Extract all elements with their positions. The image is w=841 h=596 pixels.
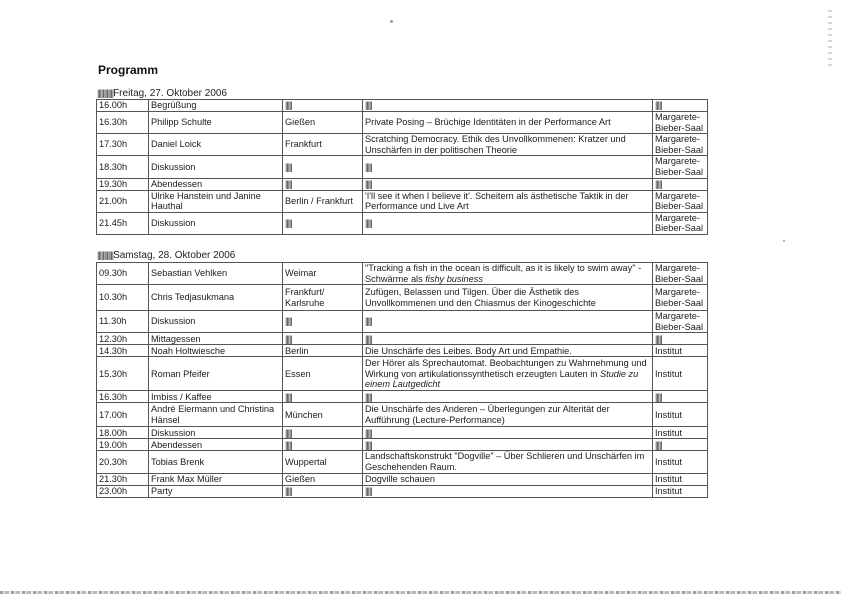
time-cell [97,212,149,234]
city-text: München [285,409,323,420]
time-text: 19.30h [99,178,128,189]
time-text: 20.30h [99,456,128,467]
speaker-cell [149,427,283,439]
speaker-cell [149,473,283,485]
city-text: Weimar [285,268,317,279]
city-cell [283,391,363,403]
talk-cell [363,427,653,439]
room-text: ||||| [655,439,662,450]
schedule-row [97,212,708,234]
schedule-row [97,345,708,357]
talk-cell [363,212,653,234]
room-cell [653,391,708,403]
talk-text: Die Unschärfe des Leibes. Body Art und Empathie. [365,345,572,356]
speaker-cell [149,485,283,497]
time-cell [97,190,149,212]
room-text: Margarete-Bieber-Saal [655,287,704,308]
time-text: 16.00h [99,100,128,111]
talk-text: ||||| [365,427,372,438]
schedule-row [97,473,708,485]
talk-cell [363,333,653,345]
page-title: Programm [98,63,159,77]
room-cell [653,134,708,156]
talk-cell [363,391,653,403]
time-cell [97,333,149,345]
speaker-text: Ulrike Hanstein und Janine Hauthal [151,190,261,212]
city-cell [283,112,363,134]
time-cell [97,285,149,311]
city-cell [283,178,363,190]
talk-cell [363,156,653,178]
city-text: Essen [285,368,311,379]
room-text: Institut [655,456,683,467]
time-cell [97,473,149,485]
room-cell [653,439,708,451]
city-cell [283,473,363,485]
schedule-row [97,156,708,178]
time-cell [97,156,149,178]
talk-text: Zufügen, Belassen und Tilgen. Über die Ästhetik des Unvollkommenen und den Chiasmus der Kinogeschichte [365,287,596,308]
speaker-cell [149,263,283,285]
schedule-row [97,112,708,134]
room-text: Margarete-Bieber-Saal [655,112,704,133]
speaker-cell [149,212,283,234]
city-text: ||||| [285,218,292,229]
room-cell [653,156,708,178]
room-text: Margarete-Bieber-Saal [655,134,704,155]
room-cell [653,112,708,134]
talk-cell [363,357,653,391]
speaker-text: Frank Max Müller [151,473,222,484]
speaker-cell [149,156,283,178]
time-text: 16.30h [99,391,128,402]
room-cell [653,345,708,357]
talk-cell [363,190,653,212]
schedule-row [97,285,708,311]
time-text: 21.00h [99,195,128,206]
talk-italic-text: fishy business [425,273,483,284]
city-text: Gießen [285,117,316,128]
time-cell [97,263,149,285]
room-cell [653,403,708,427]
city-cell [283,100,363,112]
room-text: ||||| [655,391,662,402]
time-cell [97,451,149,473]
room-text: Institut [655,345,683,356]
city-text: ||||| [285,178,292,189]
room-text: ||||| [655,333,662,344]
speaker-cell [149,333,283,345]
city-cell [283,263,363,285]
schedule-row [97,190,708,212]
talk-text: 'I'll see it when I believe it'. Scheitern als ästhetische Taktik in der Performance und Live Art [365,190,629,212]
speaker-text: Diskussion [151,316,196,327]
talk-text: ||||| [365,485,372,496]
city-cell [283,451,363,473]
city-cell [283,311,363,333]
schedule-row [97,134,708,156]
time-text: 18.30h [99,161,128,172]
talk-cell [363,178,653,190]
time-text: 14.30h [99,345,128,356]
talk-text: "Tracking a fish in the ocean is difficult, as it is likely to swim away" - Schwärme als [365,263,642,284]
speaker-cell [149,112,283,134]
schedule-table-saturday [96,262,708,498]
city-text: ||||| [285,485,292,496]
city-cell [283,212,363,234]
time-cell [97,391,149,403]
room-cell [653,311,708,333]
schedule-row [97,100,708,112]
room-text: Institut [655,473,683,484]
speaker-text: Abendessen [151,439,203,450]
time-cell [97,345,149,357]
time-text: 10.30h [99,292,128,303]
time-text: 16.30h [99,117,128,128]
room-cell [653,357,708,391]
talk-text: ||||| [365,100,372,111]
talk-text: ||||| [365,316,372,327]
city-text: Frankfurt [285,139,322,150]
schedule-row [97,311,708,333]
room-cell [653,473,708,485]
time-cell [97,112,149,134]
room-cell [653,333,708,345]
talk-text: Landschaftskonstrukt "Dogville" – Über Schlieren und Unschärfen im Geschehenden Raum. [365,451,645,472]
schedule-row [97,451,708,473]
room-cell [653,451,708,473]
bar-marker: |||||||||||| [97,88,114,98]
city-cell [283,156,363,178]
speaker-text: Diskussion [151,161,196,172]
city-cell [283,285,363,311]
city-cell [283,333,363,345]
schedule-row [97,427,708,439]
time-cell [97,403,149,427]
speaker-text: Begrüßung [151,100,197,111]
scan-bottom-artifact [0,591,841,594]
room-cell [653,178,708,190]
time-cell [97,178,149,190]
time-text: 19.00h [99,439,128,450]
city-text: Gießen [285,473,316,484]
talk-cell [363,345,653,357]
city-text: Berlin [285,345,309,356]
day-heading-friday [97,88,227,99]
city-cell [283,439,363,451]
speaker-text: Abendessen [151,178,203,189]
speaker-text: Noah Holtwiesche [151,345,226,356]
time-text: 21.45h [99,218,128,229]
time-cell [97,357,149,391]
bar-marker: |||||||||||| [97,250,114,260]
time-text: 17.30h [99,139,128,150]
speaker-text: Roman Pfeifer [151,368,210,379]
speaker-cell [149,311,283,333]
city-text: Frankfurt/ Karlsruhe [285,287,325,308]
city-text: ||||| [285,427,292,438]
talk-text: Der Hörer als Sprechautomat. Beobachtungen zu Wahrnehmung und Wirkung von artikulationssynthetisch erzeugten Lauten in [365,357,647,379]
room-text: Margarete-Bieber-Saal [655,311,704,332]
city-cell [283,485,363,497]
talk-text: ||||| [365,391,372,402]
time-text: 21.30h [99,473,128,484]
talk-cell [363,473,653,485]
room-cell [653,212,708,234]
time-text: 09.30h [99,268,128,279]
room-text: Institut [655,427,683,438]
time-text: 18.00h [99,427,128,438]
talk-text: ||||| [365,218,372,229]
speaker-text: Tobias Brenk [151,456,205,467]
city-text: ||||| [285,333,292,344]
city-cell [283,357,363,391]
day-label: Samstag, 28. Oktober 2006 [113,250,236,261]
room-text: Institut [655,485,683,496]
room-cell [653,285,708,311]
talk-cell [363,403,653,427]
speaker-text: Party [151,485,173,496]
city-cell [283,403,363,427]
time-text: 11.30h [99,316,127,327]
schedule-row [97,403,708,427]
time-cell [97,311,149,333]
time-text: 17.00h [99,409,128,420]
time-cell [97,485,149,497]
schedule-row [97,178,708,190]
room-text: Margarete-Bieber-Saal [655,190,704,212]
speaker-text: Philipp Schulte [151,117,212,128]
city-text: ||||| [285,439,292,450]
schedule-row [97,485,708,497]
speaker-text: Diskussion [151,427,196,438]
room-text: ||||| [655,178,662,189]
room-text: Margarete-Bieber-Saal [655,263,704,284]
day-heading-saturday [97,250,235,261]
scan-edge-artifact [828,10,832,70]
talk-cell [363,263,653,285]
speaker-cell [149,391,283,403]
speaker-text: Daniel Loick [151,139,202,150]
scan-speck [783,240,785,242]
speaker-text: Mittagessen [151,333,201,344]
talk-text: ||||| [365,161,372,172]
talk-cell [363,485,653,497]
talk-cell [363,134,653,156]
schedule-row [97,439,708,451]
room-cell [653,190,708,212]
speaker-cell [149,345,283,357]
room-text: ||||| [655,100,662,111]
city-cell [283,190,363,212]
time-cell [97,427,149,439]
room-text: Institut [655,409,683,420]
schedule-row [97,391,708,403]
schedule-row [97,263,708,285]
speaker-text: Imbiss / Kaffee [151,391,212,402]
room-text: Institut [655,368,683,379]
talk-text: ||||| [365,333,372,344]
city-cell [283,427,363,439]
speaker-text: André Eiermann und Christina Hänsel [151,404,275,425]
day-label: Freitag, 27. Oktober 2006 [113,88,228,99]
speaker-cell [149,403,283,427]
speaker-text: Sebastian Vehlken [151,268,228,279]
talk-cell [363,439,653,451]
room-cell [653,263,708,285]
room-text: Margarete-Bieber-Saal [655,156,704,177]
time-text: 12.30h [99,333,128,344]
schedule-row [97,357,708,391]
speaker-cell [149,100,283,112]
room-cell [653,485,708,497]
speaker-cell [149,439,283,451]
time-text: 15.30h [99,368,128,379]
speaker-text: Diskussion [151,218,196,229]
room-text: Margarete-Bieber-Saal [655,212,704,234]
city-text: ||||| [285,391,292,402]
city-text: Berlin / Frankfurt [285,195,353,206]
talk-text: ||||| [365,178,372,189]
room-cell [653,427,708,439]
talk-cell [363,451,653,473]
talk-italic-text: Studie zu einem Lautgedicht [365,368,639,390]
speaker-text: Chris Tedjasukmana [151,292,235,303]
schedule-table-friday [96,99,708,235]
talk-cell [363,112,653,134]
speaker-cell [149,357,283,391]
room-cell [653,100,708,112]
talk-text: Private Posing – Brüchige Identitäten in der Performance Art [365,117,611,128]
scan-speck [390,20,393,23]
city-text: Wuppertal [285,456,327,467]
city-text: ||||| [285,161,292,172]
speaker-cell [149,178,283,190]
city-cell [283,134,363,156]
city-cell [283,345,363,357]
talk-text: Die Unschärfe des Anderen – Überlegungen zur Alterität der Aufführung (Lecture-Performance) [365,404,610,425]
schedule-row [97,333,708,345]
speaker-cell [149,134,283,156]
talk-cell [363,285,653,311]
time-cell [97,100,149,112]
talk-text: Dogville schauen [365,473,435,484]
talk-cell [363,100,653,112]
speaker-cell [149,285,283,311]
speaker-cell [149,451,283,473]
time-cell [97,134,149,156]
city-text: ||||| [285,100,292,111]
time-cell [97,439,149,451]
talk-cell [363,311,653,333]
talk-text: ||||| [365,439,372,450]
time-text: 23.00h [99,485,128,496]
talk-text: Scratching Democracy. Ethik des Unvollkommenen: Kratzer und Unschärfen in der politischen Theorie [365,134,626,155]
city-text: ||||| [285,316,292,327]
speaker-cell [149,190,283,212]
